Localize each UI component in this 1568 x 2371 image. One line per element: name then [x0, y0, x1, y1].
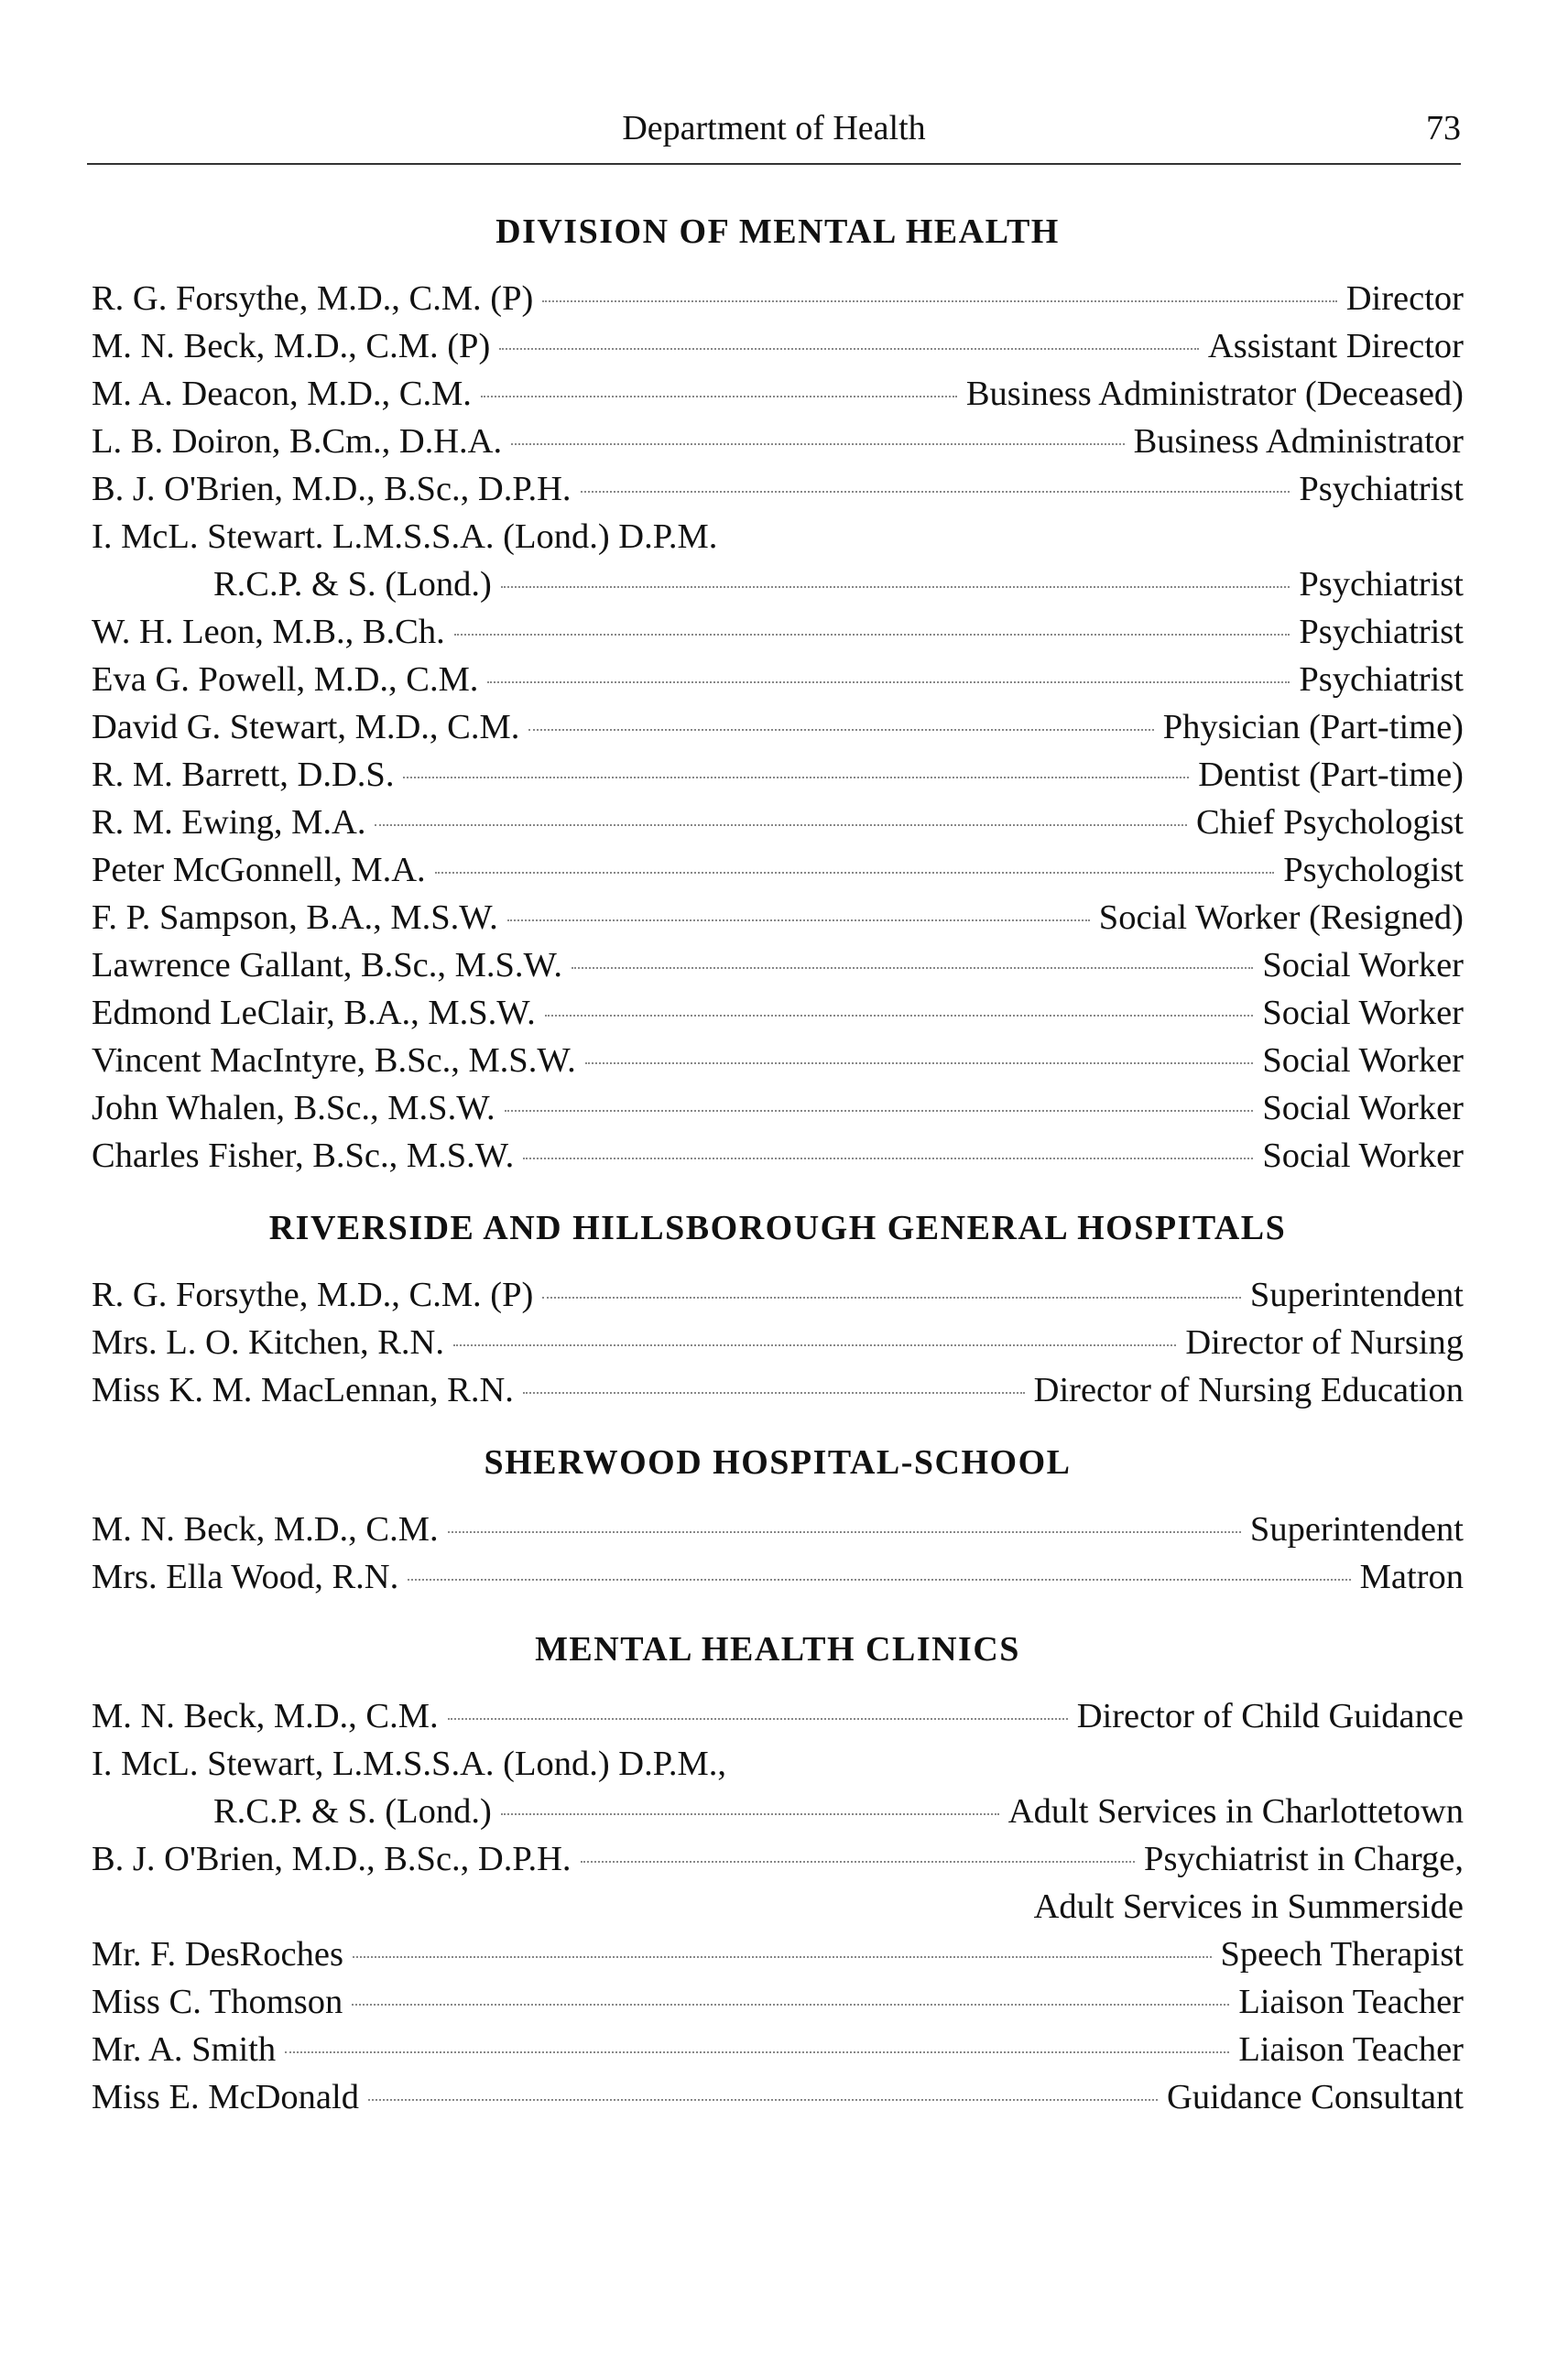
section-heading: DIVISION OF MENTAL HEALTH	[495, 212, 1060, 251]
staff-entry	[92, 1978, 1464, 2026]
staff-position: Psychiatrist	[1299, 613, 1464, 651]
staff-entry	[92, 1132, 1464, 1180]
staff-position: Business Administrator	[1133, 422, 1464, 461]
dot-leader	[572, 967, 1253, 969]
dot-leader	[285, 2051, 1229, 2053]
staff-name: R.C.P. & S. (Lond.)	[213, 1792, 492, 1831]
staff-name: Mrs. L. O. Kitchen, R.N.	[92, 1323, 444, 1362]
staff-position: Social Worker	[1262, 1089, 1464, 1127]
staff-position: Social Worker	[1262, 1041, 1464, 1080]
dot-leader	[507, 919, 1090, 921]
staff-name: R. G. Forsythe, M.D., C.M. (P)	[92, 279, 534, 318]
staff-entry	[92, 370, 1464, 418]
staff-name: R. M. Ewing, M.A.	[92, 803, 366, 842]
staff-position: Director of Nursing Education	[1033, 1371, 1464, 1409]
staff-entry	[92, 560, 1464, 608]
staff-name: John Whalen, B.Sc., M.S.W.	[92, 1089, 495, 1127]
staff-name: I. McL. Stewart. L.M.S.S.A. (Lond.) D.P.M.	[92, 517, 718, 556]
staff-name: M. N. Beck, M.D., C.M. (P)	[92, 327, 491, 365]
staff-position: Matron	[1359, 1558, 1464, 1596]
staff-entry	[92, 465, 1464, 513]
dot-leader	[581, 1861, 1136, 1863]
staff-listing	[92, 203, 1464, 2121]
dot-leader	[481, 396, 957, 397]
staff-name: R. M. Barrett, D.D.S.	[92, 756, 395, 794]
section-heading: MENTAL HEALTH CLINICS	[535, 1630, 1020, 1669]
staff-name: David G. Stewart, M.D., C.M.	[92, 708, 520, 746]
staff-entry	[92, 1931, 1464, 1978]
staff-position: Psychiatrist in Charge,	[1144, 1840, 1464, 1878]
dot-leader	[501, 1813, 999, 1815]
dot-leader	[499, 348, 1199, 350]
dot-leader	[581, 491, 1290, 493]
section	[92, 203, 1464, 1180]
staff-position: Director of Nursing	[1185, 1323, 1464, 1362]
staff-position: Social Worker	[1262, 946, 1464, 984]
section-heading: RIVERSIDE AND HILLSBOROUGH GENERAL HOSPITALS	[268, 1209, 1287, 1247]
staff-entry	[92, 703, 1464, 751]
staff-name: R. G. Forsythe, M.D., C.M. (P)	[92, 1276, 534, 1314]
staff-entry	[92, 608, 1464, 656]
header-rule	[87, 163, 1461, 165]
staff-position: Social Worker (Resigned)	[1098, 898, 1464, 937]
dot-leader	[523, 1392, 1025, 1394]
section	[92, 1434, 1464, 1601]
dot-leader	[368, 2099, 1158, 2101]
staff-position: Adult Services in Summerside	[1033, 1887, 1464, 1926]
staff-entry	[92, 1037, 1464, 1084]
dot-leader	[501, 586, 1290, 588]
staff-name: M. A. Deacon, M.D., C.M.	[92, 375, 472, 413]
staff-entry	[92, 1692, 1464, 1740]
staff-position: Liaison Teacher	[1238, 2030, 1464, 2069]
staff-position: Speech Therapist	[1220, 1935, 1464, 1974]
staff-entry	[92, 322, 1464, 370]
staff-name: Peter McGonnell, M.A.	[92, 851, 426, 889]
staff-name: Edmond LeClair, B.A., M.S.W.	[92, 994, 536, 1032]
staff-entry	[92, 1506, 1464, 1553]
staff-name: Eva G. Powell, M.D., C.M.	[92, 660, 479, 699]
staff-name: Mr. F. DesRoches	[92, 1935, 343, 1974]
staff-position: Psychologist	[1283, 851, 1464, 889]
dot-leader	[542, 300, 1336, 302]
staff-position: Chief Psychologist	[1196, 803, 1464, 842]
dot-leader	[511, 443, 1124, 445]
staff-entry	[92, 2026, 1464, 2073]
staff-position: Psychiatrist	[1299, 660, 1464, 699]
staff-position: Guidance Consultant	[1167, 2078, 1464, 2116]
dot-leader	[487, 681, 1290, 683]
dot-leader	[448, 1718, 1068, 1720]
staff-entry	[92, 1084, 1464, 1132]
dot-leader	[585, 1062, 1254, 1064]
staff-entry	[92, 1835, 1464, 1883]
running-head-title: Department of Health	[622, 109, 926, 147]
dot-leader	[453, 1344, 1176, 1346]
staff-entry	[92, 1366, 1464, 1414]
staff-position: Director of Child Guidance	[1076, 1697, 1464, 1735]
page-number: 73	[1426, 109, 1461, 147]
staff-entry	[92, 1740, 1464, 1788]
staff-entry	[92, 275, 1464, 322]
dot-leader	[545, 1015, 1254, 1017]
staff-name: Miss C. Thomson	[92, 1983, 343, 2021]
staff-name: Charles Fisher, B.Sc., M.S.W.	[92, 1137, 515, 1175]
dot-leader	[505, 1110, 1254, 1112]
staff-position: Psychiatrist	[1299, 470, 1464, 508]
staff-position: Liaison Teacher	[1238, 1983, 1464, 2021]
staff-name: Lawrence Gallant, B.Sc., M.S.W.	[92, 946, 562, 984]
dot-leader	[435, 872, 1275, 874]
dot-leader	[375, 824, 1187, 826]
staff-entry	[92, 1553, 1464, 1601]
dot-leader	[448, 1531, 1241, 1533]
staff-entry	[92, 656, 1464, 703]
staff-position: Director	[1345, 279, 1464, 318]
staff-position: Social Worker	[1262, 1137, 1464, 1175]
staff-name: L. B. Doiron, B.Cm., D.H.A.	[92, 422, 503, 461]
staff-position: Adult Services in Charlottetown	[1007, 1792, 1464, 1831]
staff-name: W. H. Leon, M.B., B.Ch.	[92, 613, 445, 651]
staff-entry	[92, 1319, 1464, 1366]
staff-entry	[92, 1271, 1464, 1319]
dot-leader	[542, 1297, 1241, 1299]
staff-position: Physician (Part-time)	[1162, 708, 1464, 746]
staff-position: Business Administrator (Deceased)	[965, 375, 1464, 413]
staff-position: Assistant Director	[1207, 327, 1464, 365]
staff-entry	[92, 513, 1464, 560]
running-head	[87, 103, 1461, 154]
staff-name: Miss K. M. MacLennan, R.N.	[92, 1371, 514, 1409]
staff-entry	[92, 1883, 1464, 1931]
section	[92, 1200, 1464, 1414]
staff-name: Mrs. Ella Wood, R.N.	[92, 1558, 399, 1596]
section	[92, 1621, 1464, 2121]
staff-entry	[92, 1788, 1464, 1835]
staff-position: Psychiatrist	[1299, 565, 1464, 604]
staff-position: Superintendent	[1249, 1510, 1464, 1549]
staff-entry	[92, 894, 1464, 941]
staff-name: R.C.P. & S. (Lond.)	[213, 565, 492, 604]
staff-entry	[92, 751, 1464, 799]
staff-name: F. P. Sampson, B.A., M.S.W.	[92, 898, 498, 937]
staff-name: M. N. Beck, M.D., C.M.	[92, 1697, 439, 1735]
staff-name: Miss E. McDonald	[92, 2078, 359, 2116]
staff-name: B. J. O'Brien, M.D., B.Sc., D.P.H.	[92, 1840, 572, 1878]
staff-name: I. McL. Stewart, L.M.S.S.A. (Lond.) D.P.M.,	[92, 1745, 726, 1783]
staff-entry	[92, 418, 1464, 465]
staff-position: Dentist (Part-time)	[1198, 756, 1464, 794]
dot-leader	[528, 729, 1153, 731]
staff-entry	[92, 846, 1464, 894]
staff-position: Superintendent	[1249, 1276, 1464, 1314]
dot-leader	[454, 634, 1290, 636]
staff-position: Social Worker	[1262, 994, 1464, 1032]
staff-name: Vincent MacIntyre, B.Sc., M.S.W.	[92, 1041, 576, 1080]
dot-leader	[523, 1158, 1253, 1159]
staff-name: Mr. A. Smith	[92, 2030, 277, 2069]
staff-entry	[92, 799, 1464, 846]
dot-leader	[353, 1956, 1212, 1958]
dot-leader	[408, 1579, 1350, 1581]
staff-entry	[92, 2073, 1464, 2121]
dot-leader	[352, 2004, 1229, 2006]
staff-entry	[92, 941, 1464, 989]
staff-name: M. N. Beck, M.D., C.M.	[92, 1510, 439, 1549]
staff-entry	[92, 989, 1464, 1037]
staff-name: B. J. O'Brien, M.D., B.Sc., D.P.H.	[92, 470, 572, 508]
dot-leader	[403, 777, 1189, 778]
section-heading: SHERWOOD HOSPITAL-SCHOOL	[484, 1443, 1072, 1482]
